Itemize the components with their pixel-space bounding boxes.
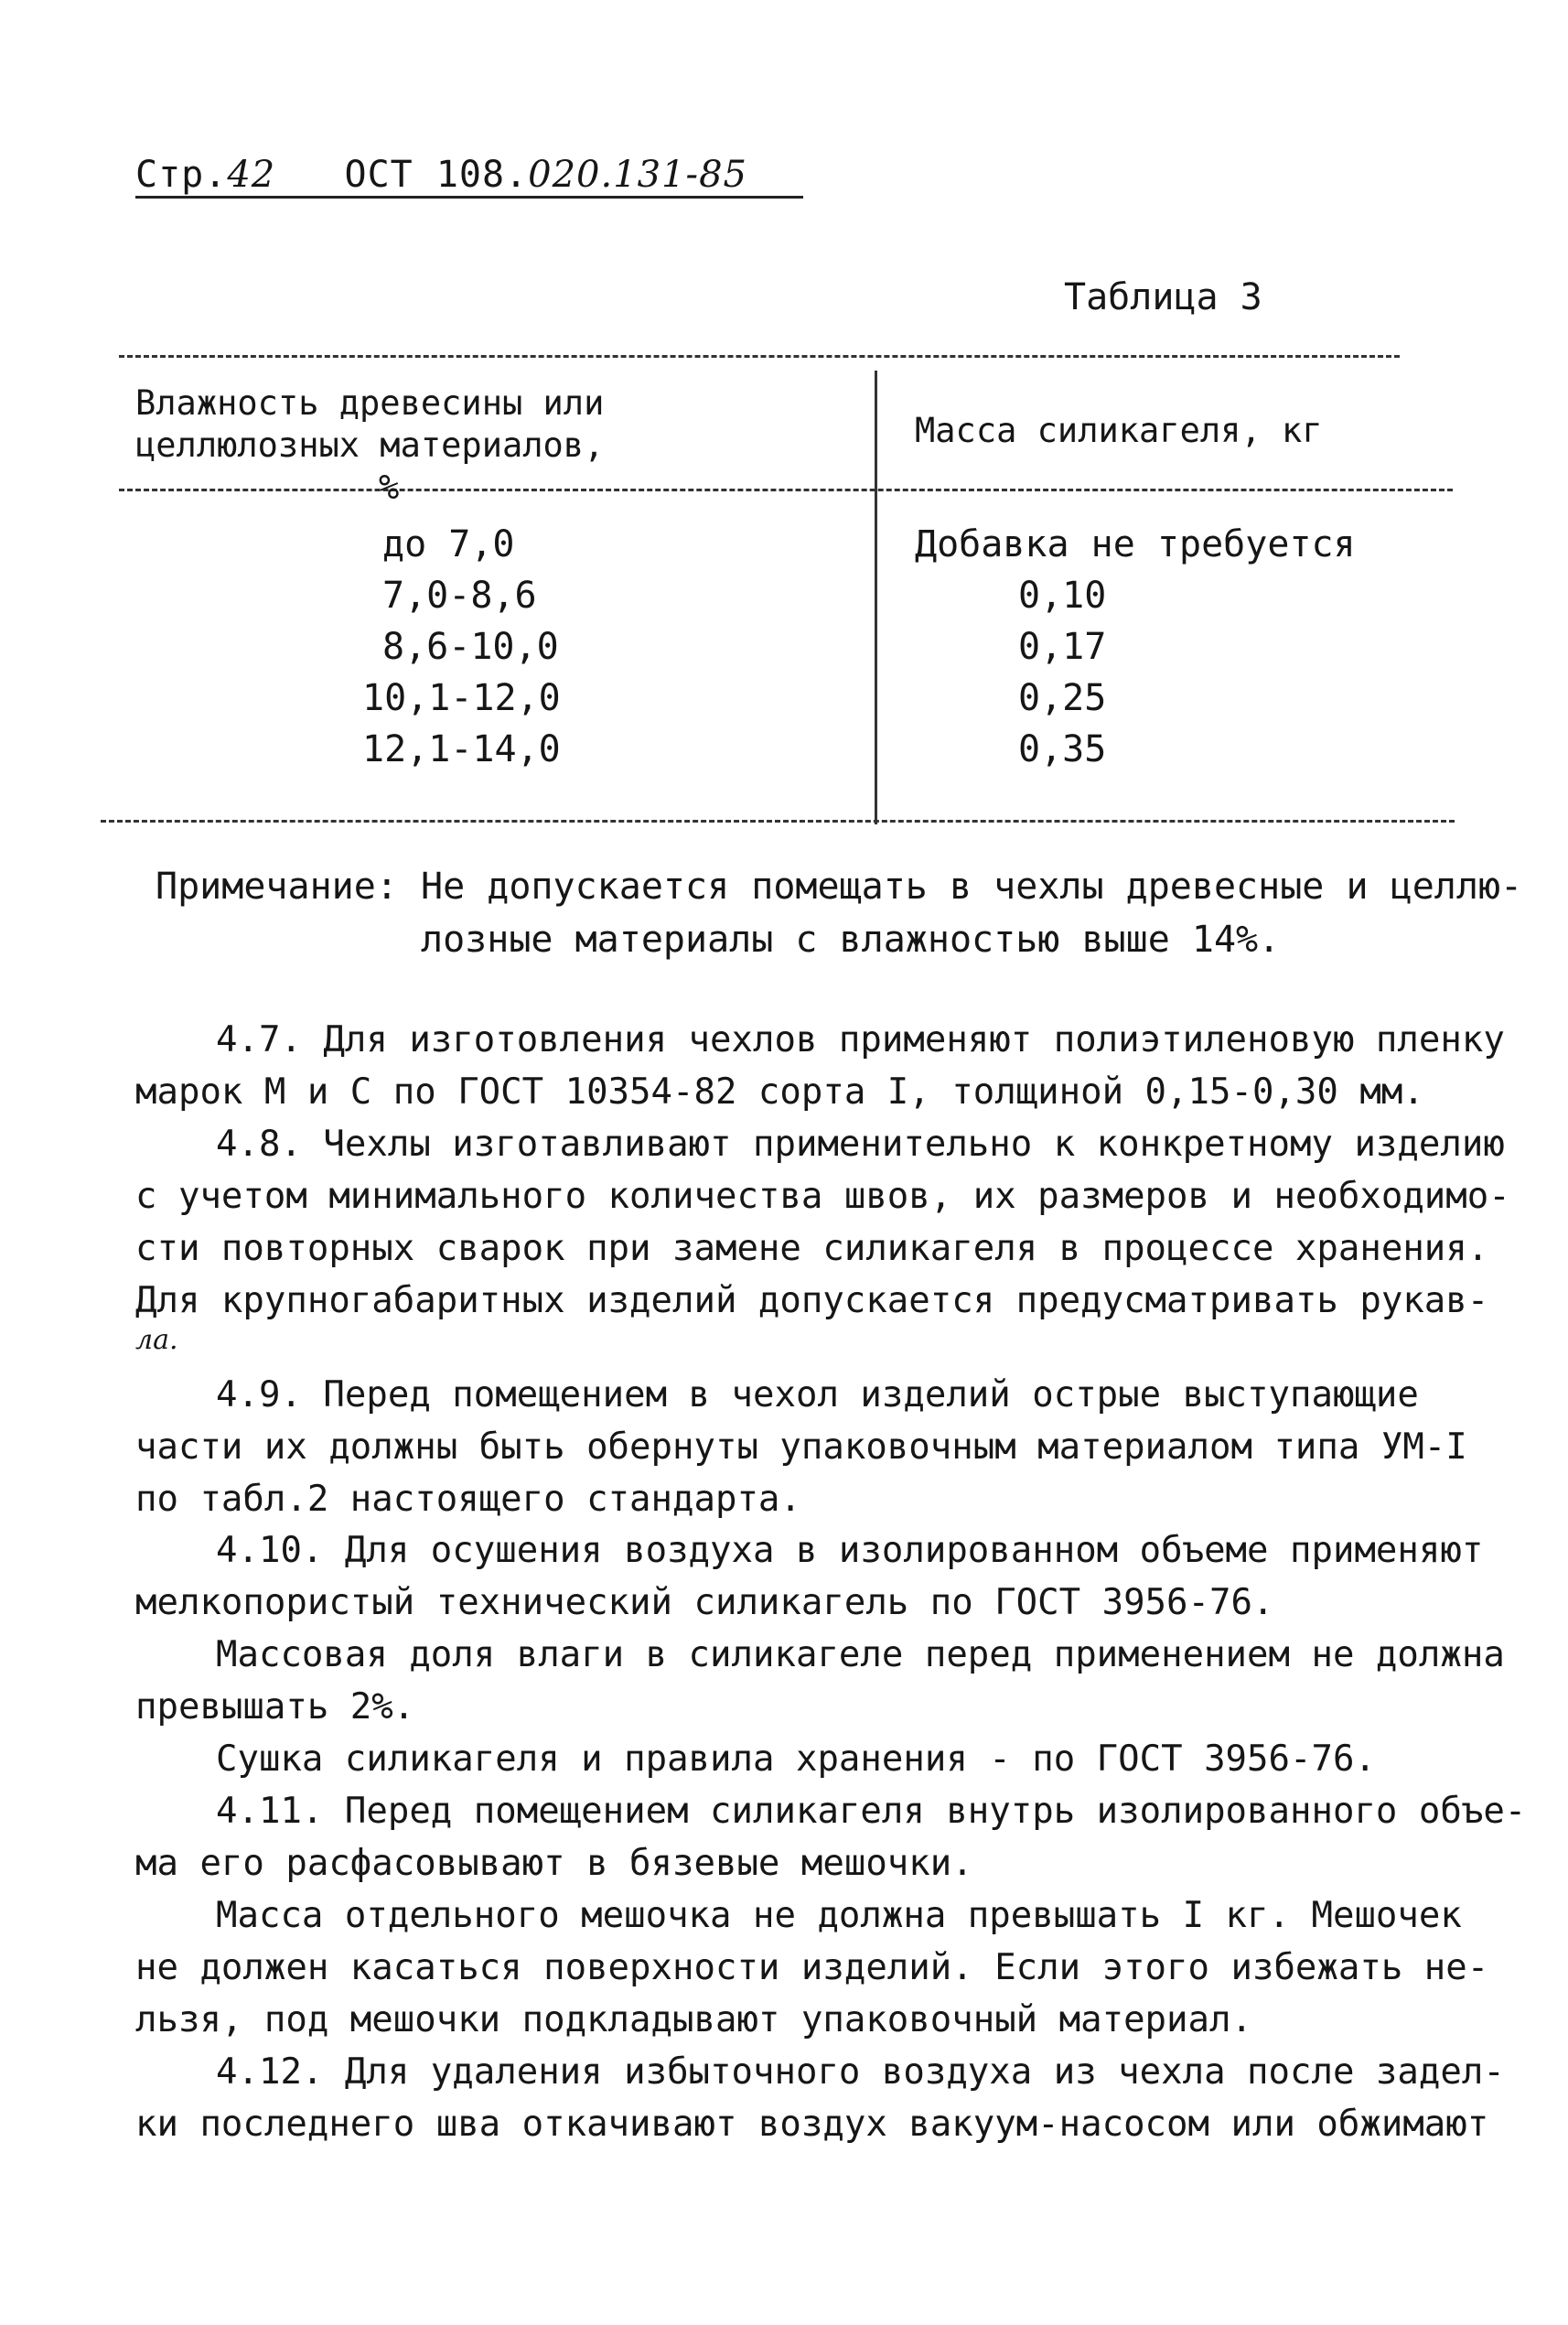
text-line: части их должны быть обернуты упаковочным материалом типа УМ-I (135, 1426, 1467, 1468)
text-line: Сушка силикагеля и правила хранения - по ГОСТ 3956-76. (216, 1738, 1376, 1780)
paragraph-4-7 (135, 1014, 1505, 1118)
paragraph-4-8 (135, 1118, 1510, 1356)
text-line: 4.8. Чехлы изготавливают применительно к конкретному изделию (216, 1124, 1505, 1165)
paragraph-4-9 (135, 1369, 1467, 1525)
table-cell-mass: 0,25 (1018, 677, 1107, 719)
text-line: Масса отдельного мешочка не должна превышать I кг. Мешочек (216, 1895, 1462, 1936)
text-line-handwritten: ла. (135, 1324, 178, 1356)
text-line: ки последнего шва откачивают воздух вакуум-насосом или обжимают (135, 2104, 1489, 2145)
page-label: Стр. (135, 154, 228, 196)
text-line: ма его расфасовывают в бязевые мешочки. (135, 1843, 973, 1884)
col1-header-line: Влажность древесины или (135, 383, 605, 423)
table-cell-moisture: 8,6-10,0 (382, 626, 559, 668)
text-line: 4.7. Для изготовления чехлов применяют полиэтиленовую пленку (216, 1019, 1505, 1060)
text-line: льзя, под мешочки подкладывают упаковочный материал. (135, 1999, 1252, 2040)
page-number: 42 (227, 154, 276, 196)
note-line: лозные материалы с влажностью выше 14%. (421, 919, 1281, 961)
text-line: сти повторных сварок при замене силикагеля в процессе хранения. (135, 1228, 1489, 1269)
text-line: 4.12. Для удаления избыточного воздуха из чехла после задел- (216, 2051, 1505, 2093)
col1-header-unit: % (379, 468, 400, 507)
text-line: Для крупногабаритных изделий допускается предусматривать рукав- (135, 1280, 1489, 1321)
text-line: Массовая доля влаги в силикагеле перед применением не должна (216, 1634, 1505, 1675)
table-caption: Таблица 3 (1064, 276, 1262, 318)
table-bottom-rule (101, 820, 1455, 823)
standard-number-handwritten: 020.131-85 (528, 154, 747, 196)
text-line: превышать 2%. (135, 1686, 415, 1728)
paragraph-4-10 (135, 1524, 1505, 1785)
table-cell-moisture: 7,0-8,6 (382, 575, 537, 617)
table-cell-mass: 0,10 (1018, 575, 1107, 617)
table-cell-moisture: 12,1-14,0 (362, 728, 561, 770)
text-line: марок М и С по ГОСТ 10354-82 сорта I, толщиной 0,15-0,30 мм. (135, 1071, 1424, 1113)
text-line: не должен касаться поверхности изделий. Если этого избежать не- (135, 1947, 1489, 1988)
table-cell-mass: 0,35 (1018, 728, 1107, 770)
note-label: Примечание: (156, 866, 398, 908)
note-line: Не допускается помещать в чехлы древесные и целлю- (421, 866, 1523, 908)
header-underline (135, 196, 803, 199)
table-cell-mass: 0,17 (1018, 626, 1107, 668)
paragraph-4-12 (135, 2046, 1505, 2150)
text-line: по табл.2 настоящего стандарта. (135, 1479, 801, 1520)
table-column-divider (875, 371, 877, 824)
standard-prefix: ОСТ 108. (344, 154, 529, 196)
table-cell-mass: Добавка не требуется (915, 523, 1356, 565)
text-line: 4.9. Перед помещением в чехол изделий острые выступающие (216, 1374, 1419, 1415)
text-line: 4.10. Для осушения воздуха в изолированном объеме применяют (216, 1530, 1484, 1571)
table-top-rule (119, 355, 1400, 358)
table-col1-header (135, 382, 604, 509)
table-cell-moisture: до 7,0 (382, 523, 515, 565)
table-cell-moisture: 10,1-12,0 (362, 677, 561, 719)
col1-header-line: целлюлозных материалов, (135, 425, 605, 465)
text-line: 4.11. Перед помещением силикагеля внутрь изолированного объе- (216, 1791, 1527, 1832)
text-line: мелкопористый технический силикагель по ГОСТ 3956-76. (135, 1582, 1274, 1623)
page-header (135, 154, 747, 196)
table-col2-header: Масса силикагеля, кг (915, 411, 1323, 450)
paragraph-4-11 (135, 1785, 1527, 2046)
text-line: с учетом минимального количества швов, их размеров и необходимо- (135, 1176, 1510, 1217)
